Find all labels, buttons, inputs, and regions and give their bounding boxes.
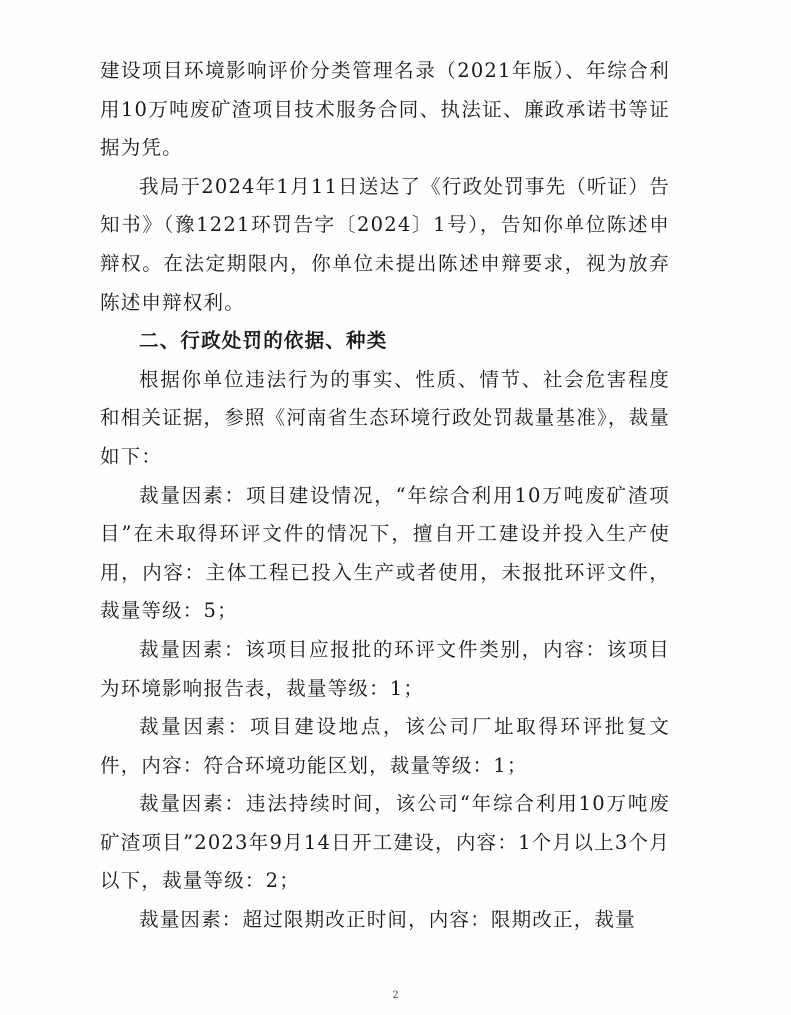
paragraph-notice-delivery: 我局于2024年1月11日送达了《行政处罚事先（听证）告知书》（豫1221环罚告字〔2024〕1号），告知你单位陈述申辩权。在法定期限内，你单位未提出陈述申辩要求，视为放弃陈述申辩权利。 xyxy=(100,174,670,314)
paragraph-factor-eia-category: 裁量因素：该项目应报批的环评文件类别，内容：该项目为环境影响报告表，裁量等级：1； xyxy=(100,637,670,700)
paragraph-discretion-intro: 根据你单位违法行为的事实、性质、情节、社会危害程度和相关证据，参照《河南省生态环境行政处罚裁量基准》，裁量如下： xyxy=(100,367,670,468)
section-heading-penalty-basis: 二、行政处罚的依据、种类 xyxy=(139,329,388,353)
document-body xyxy=(100,52,670,940)
paragraph-factor-project-location: 裁量因素：项目建设地点，该公司厂址取得环评批复文件，内容：符合环境功能区划，裁量等级：1； xyxy=(100,715,670,777)
paragraph-factor-correction-deadline: 裁量因素：超过限期改正时间，内容：限期改正，裁量 xyxy=(139,908,636,932)
paragraph-factor-project-construction: 裁量因素：项目建设情况，“年综合利用10万吨废矿渣项目”在未取得环评文件的情况下，擅自开工建设并投入生产使用，内容：主体工程已投入生产或者使用，未报批环评文件，裁量等级：5； xyxy=(100,483,670,623)
paragraph-factor-violation-duration: 裁量因素：违法持续时间，该公司“年综合利用10万吨废矿渣项目”2023年9月14日开工建设，内容：1个月以上3个月以下，裁量等级：2； xyxy=(100,792,670,893)
page-number: 2 xyxy=(392,990,399,1001)
paragraph-evidence-continuation: 建设项目环境影响评价分类管理名录（2021年版）、年综合利用10万吨废矿渣项目技术服务合同、执法证、廉政承诺书等证据为凭。 xyxy=(100,59,670,160)
